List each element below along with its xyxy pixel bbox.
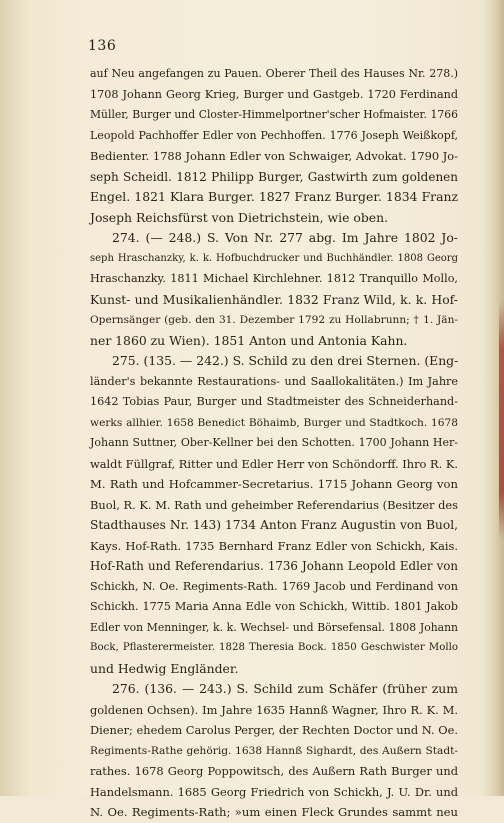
text-line: ner 1860 zu Wien). 1851 Anton und Antonia Kahn. <box>90 332 408 348</box>
text-line: waldt Füllgraf, Ritter und Edler Herr von Schöndorff. Ihro R. K. <box>90 456 458 471</box>
text-line: Hof-Rath und Referendarius. 1736 Johann Leopold Edler von <box>90 559 458 573</box>
text-line: Opernsänger (geb. den 31. Dezember 1792 zu Hollabrunn; † 1. Jän- <box>90 314 458 326</box>
text-line: Handelsmann. 1685 Georg Friedrich von Schickh, J. U. Dr. und <box>90 784 458 799</box>
entry-276-heading: 276. (136. — 243.) S. Schild zum Schäfer (früher zum <box>112 681 458 696</box>
text-line: auf Neu angefangen zu Pauen. Oberer Theil des Hauses Nr. 278.) <box>90 67 458 80</box>
page-number: 136 <box>88 38 117 54</box>
text-line: seph Scheidl. 1812 Philipp Burger, Gastwirth zum goldenen <box>90 169 458 184</box>
text-line: Joseph Reichsfürst von Dietrichstein, wie oben. <box>90 209 389 225</box>
text-line: Schickh, N. Oe. Regiments-Rath. 1769 Jacob und Ferdinand von <box>90 579 458 593</box>
text-line: Hraschanzky. 1811 Michael Kirchlehner. 1812 Tranquillo Mollo, <box>90 272 458 285</box>
text-line: und Hedwig Engländer. <box>90 660 239 676</box>
text-line: 1708 Johann Georg Krieg, Burger und Gastgeb. 1720 Ferdinand <box>90 87 458 101</box>
entry-274-heading: 274. (— 248.) S. Von Nr. 277 abg. Im Jahre 1802 Jo- <box>112 230 458 245</box>
text-line: länder's bekannte Restaurations- und Saallokalitäten.) Im Jahre <box>90 374 458 388</box>
text-line: N. Oe. Regiments-Rath; »um einen Fleck Grundes sammt neu <box>90 805 458 819</box>
text-line: Regiments-Rathe gehörig. 1638 Hannß Sighardt, des Außern Stadt- <box>90 744 458 757</box>
text-line: seph Hraschanzky, k. k. Hofbuchdrucker und Buchhändler. 1808 Georg <box>90 252 458 264</box>
body-text <box>90 64 458 823</box>
text-line: Leopold Pachhoffer Edler von Pechhoffen. 1776 Joseph Weißkopf, <box>90 128 458 142</box>
page-binding-shadow <box>0 0 30 796</box>
text-line: Bedienter. 1788 Johann Edler von Schwaiger, Advokat. 1790 Jo- <box>90 149 459 163</box>
text-line: Müller, Burger und Closter-Himmelportner'scher Hofmaister. 1766 <box>90 108 458 121</box>
entry-275-heading: 275. (135. — 242.) S. Schild zu den drei Sternen. (Eng- <box>112 353 459 368</box>
text-line: 1642 Tobias Paur, Burger und Stadtmeister des Schneiderhand- <box>90 395 458 408</box>
text-line: Diener; ehedem Carolus Perger, der Rechten Doctor und N. Oe. <box>90 723 458 737</box>
text-line: Edler von Menninger, k. k. Wechsel- und Börsefensal. 1808 Johann <box>90 620 458 634</box>
text-line: Kays. Hof-Rath. 1735 Bernhard Franz Edler von Schickh, Kais. <box>90 538 458 553</box>
text-line: Buol, R. K. M. Rath und geheimber Referendarius (Besitzer des <box>90 497 458 512</box>
text-line: Bock, Pflasterermeister. 1828 Theresia Bock. 1850 Geschwister Mollo <box>90 642 458 653</box>
text-line: M. Rath und Hofcammer-Secretarius. 1715 Johann Georg von <box>90 477 458 491</box>
text-line: Engel. 1821 Klara Burger. 1827 Franz Burger. 1834 Franz <box>90 189 458 204</box>
book-cover-edge <box>499 300 504 540</box>
text-line: Kunst- und Musikalienhändler. 1832 Franz Wild, k. k. Hof- <box>90 291 458 307</box>
text-line: Stadthauses Nr. 143) 1734 Anton Franz Augustin von Buol, <box>90 518 458 532</box>
text-line: Johann Suttner, Ober-Kellner bei den Schotten. 1700 Johann Her- <box>90 436 458 449</box>
text-line: rathes. 1678 Georg Poppowitsch, des Außern Rath Burger und <box>90 764 458 778</box>
text-line: Schickh. 1775 Maria Anna Edle von Schickh, Wittib. 1801 Jakob <box>90 600 458 613</box>
text-line: goldenen Ochsen). Im Jahre 1635 Hannß Wagner, Ihro R. K. M. <box>90 702 458 717</box>
text-line: werks allhier. 1658 Benedict Böhaimb, Burger und Stadtkoch. 1678 <box>90 416 458 429</box>
